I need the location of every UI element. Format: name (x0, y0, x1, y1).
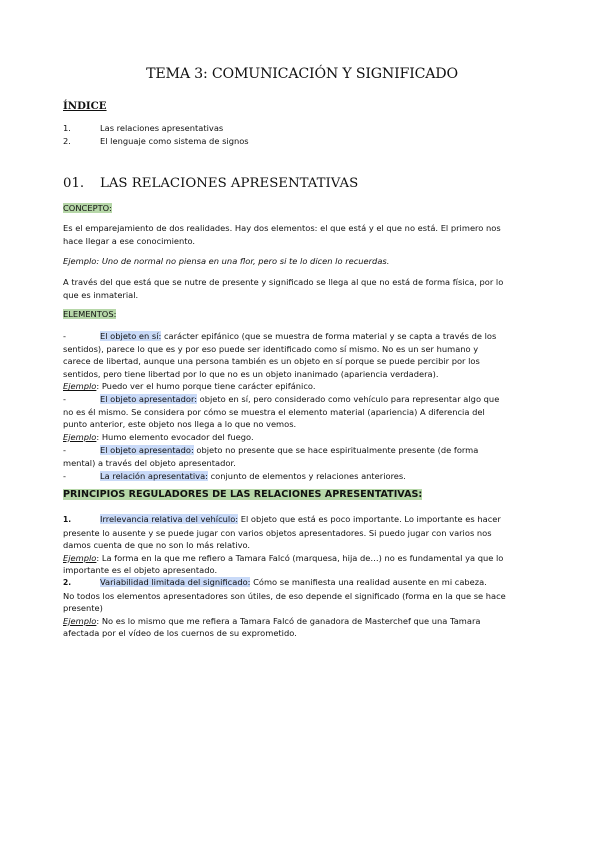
element-item-objeto-apresentado (63, 444, 541, 469)
example-label: Ejemplo (63, 381, 97, 392)
text-line: A través del que está que se nutre de presente y significado se llega al que no está de forma física, por lo (63, 277, 504, 287)
element-text: objeto en sí, pero considerado como vehículo para representar algo que (197, 394, 500, 404)
elements-label-text: ELEMENTOS: (63, 309, 117, 319)
index-item (63, 135, 249, 148)
text-line: carece de libertad, aunque una persona también es un objeto en sí porque se puede percibir por los (63, 356, 480, 367)
principle-text: Cómo se manifiesta una realidad ausente en mi cabeza. (250, 577, 487, 587)
element-term: El objeto apresentador: (100, 394, 198, 404)
text-line (63, 393, 541, 406)
text-line (63, 576, 541, 590)
example-line (63, 552, 541, 565)
text-line: presente lo ausente y se puede jugar con varios objetos apresentadores. Si puedo jugar con varios nos (63, 527, 492, 538)
principle-number: 2. (63, 578, 72, 587)
example-line (63, 615, 541, 628)
principle-term: Variabilidad limitada del significado: (100, 577, 251, 587)
document-title: TEMA 3: COMUNICACIÓN Y SIGNIFICADO (146, 66, 458, 82)
example-line (63, 380, 541, 393)
element-text: objeto no presente que se hace espiritualmente presente (de forma (193, 445, 479, 455)
concept-paragraph-2 (63, 276, 541, 301)
index-item-number: 2. (63, 135, 71, 146)
principle-item-1 (63, 513, 541, 577)
index-item-number: 1. (63, 123, 71, 133)
example-text: : Humo elemento evocador del fuego. (96, 431, 254, 442)
index-item-text: Las relaciones apresentativas (100, 123, 224, 133)
elements-label (63, 308, 116, 321)
text-line: hace llegar a ese conocimiento. (63, 235, 196, 246)
example-text: : No es lo mismo que me refiera a Tamara Falcó de ganadora de Masterchef que una Tamara (96, 615, 481, 626)
bullet-dash: - (63, 471, 66, 481)
concept-example: Ejemplo: Uno de normal no piensa en una flor, pero si te lo dicen lo recuerdas. (63, 256, 390, 266)
principle-item-2 (63, 576, 541, 640)
concept-paragraph-1 (63, 222, 541, 247)
text-line: punto anterior, este objeto nos llega a lo que no vemos. (63, 419, 297, 430)
example-line (63, 431, 541, 444)
element-text: conjunto de elementos y relaciones anteriores. (207, 471, 406, 481)
text-line: afectada por el vídeo de los cuernos de su exprometido. (63, 628, 297, 639)
element-text: carácter epifánico (que se muestra de forma material y se capta a través de los (161, 331, 497, 341)
element-term: El objeto en sí: (100, 331, 162, 341)
principle-text: El objeto que está es poco importante. Lo importante es hacer (238, 514, 501, 524)
index-heading: ÍNDICE (63, 100, 107, 112)
principles-heading (63, 489, 422, 502)
text-line (63, 444, 541, 457)
section-number: 01. (63, 176, 85, 191)
example-text: : La forma en la que me refiero a Tamara Falcó (marquesa, hija de…) no es fundamental ya que lo (96, 552, 504, 563)
section-heading (63, 178, 358, 191)
principles-heading-text: PRINCIPIOS REGULADORES DE LAS RELACIONES APRESENTATIVAS: (63, 489, 423, 500)
text-line: sentidos), parece lo que es y por eso puede ser identificado como sí mismo. No es un ser humano y (63, 343, 479, 354)
text-line (63, 513, 541, 527)
bullet-dash: - (63, 394, 66, 404)
section-title: LAS RELACIONES APRESENTATIVAS (100, 176, 359, 191)
text-line: presente) (63, 603, 103, 614)
text-line (63, 330, 541, 343)
text-line: No todos los elementos apresentadores son útiles, de eso depende el significado (forma en la que se hace (63, 590, 506, 601)
text-line: sentidos, pero tiene libertad por lo que no es un objeto inanimado (apariencia verdadera). (63, 368, 439, 379)
text-line (63, 470, 541, 483)
element-term: El objeto apresentado: (100, 445, 194, 455)
element-item-relacion-apresentativa (63, 470, 541, 483)
text-line: damos cuenta de que no son lo más relativo. (63, 540, 251, 551)
bullet-dash: - (63, 445, 66, 455)
index-list (63, 122, 249, 147)
example-text: : Puedo ver el humo porque tiene carácter epifánico. (96, 381, 316, 392)
example-label: Ejemplo (63, 431, 97, 442)
index-item (63, 122, 249, 135)
text-line: no es él mismo. Se considera por cómo se muestra el elemento material (apariencia) A diferencia del (63, 406, 485, 417)
principle-term: Irrelevancia relativa del vehículo: (100, 514, 239, 524)
bullet-dash: - (63, 331, 66, 341)
text-line: mental) a través del objeto apresentador. (63, 457, 236, 468)
text-line: que es inmaterial. (63, 289, 139, 300)
element-item-objeto-apresentador (63, 393, 541, 443)
element-item-objeto-en-si (63, 330, 541, 393)
text-line: importante es el objeto apresentado. (63, 565, 218, 576)
element-term: La relación apresentativa: (100, 471, 208, 481)
example-label: Ejemplo (63, 615, 97, 626)
index-item-text: El lenguaje como sistema de signos (100, 135, 249, 146)
example-label: Ejemplo (63, 552, 97, 563)
concept-label (63, 202, 112, 215)
principle-number: 1. (63, 515, 72, 524)
concept-label-text: CONCEPTO: (63, 203, 112, 213)
text-line: Es el emparejamiento de dos realidades. Hay dos elementos: el que está y el que no está. El primero nos (63, 223, 501, 233)
